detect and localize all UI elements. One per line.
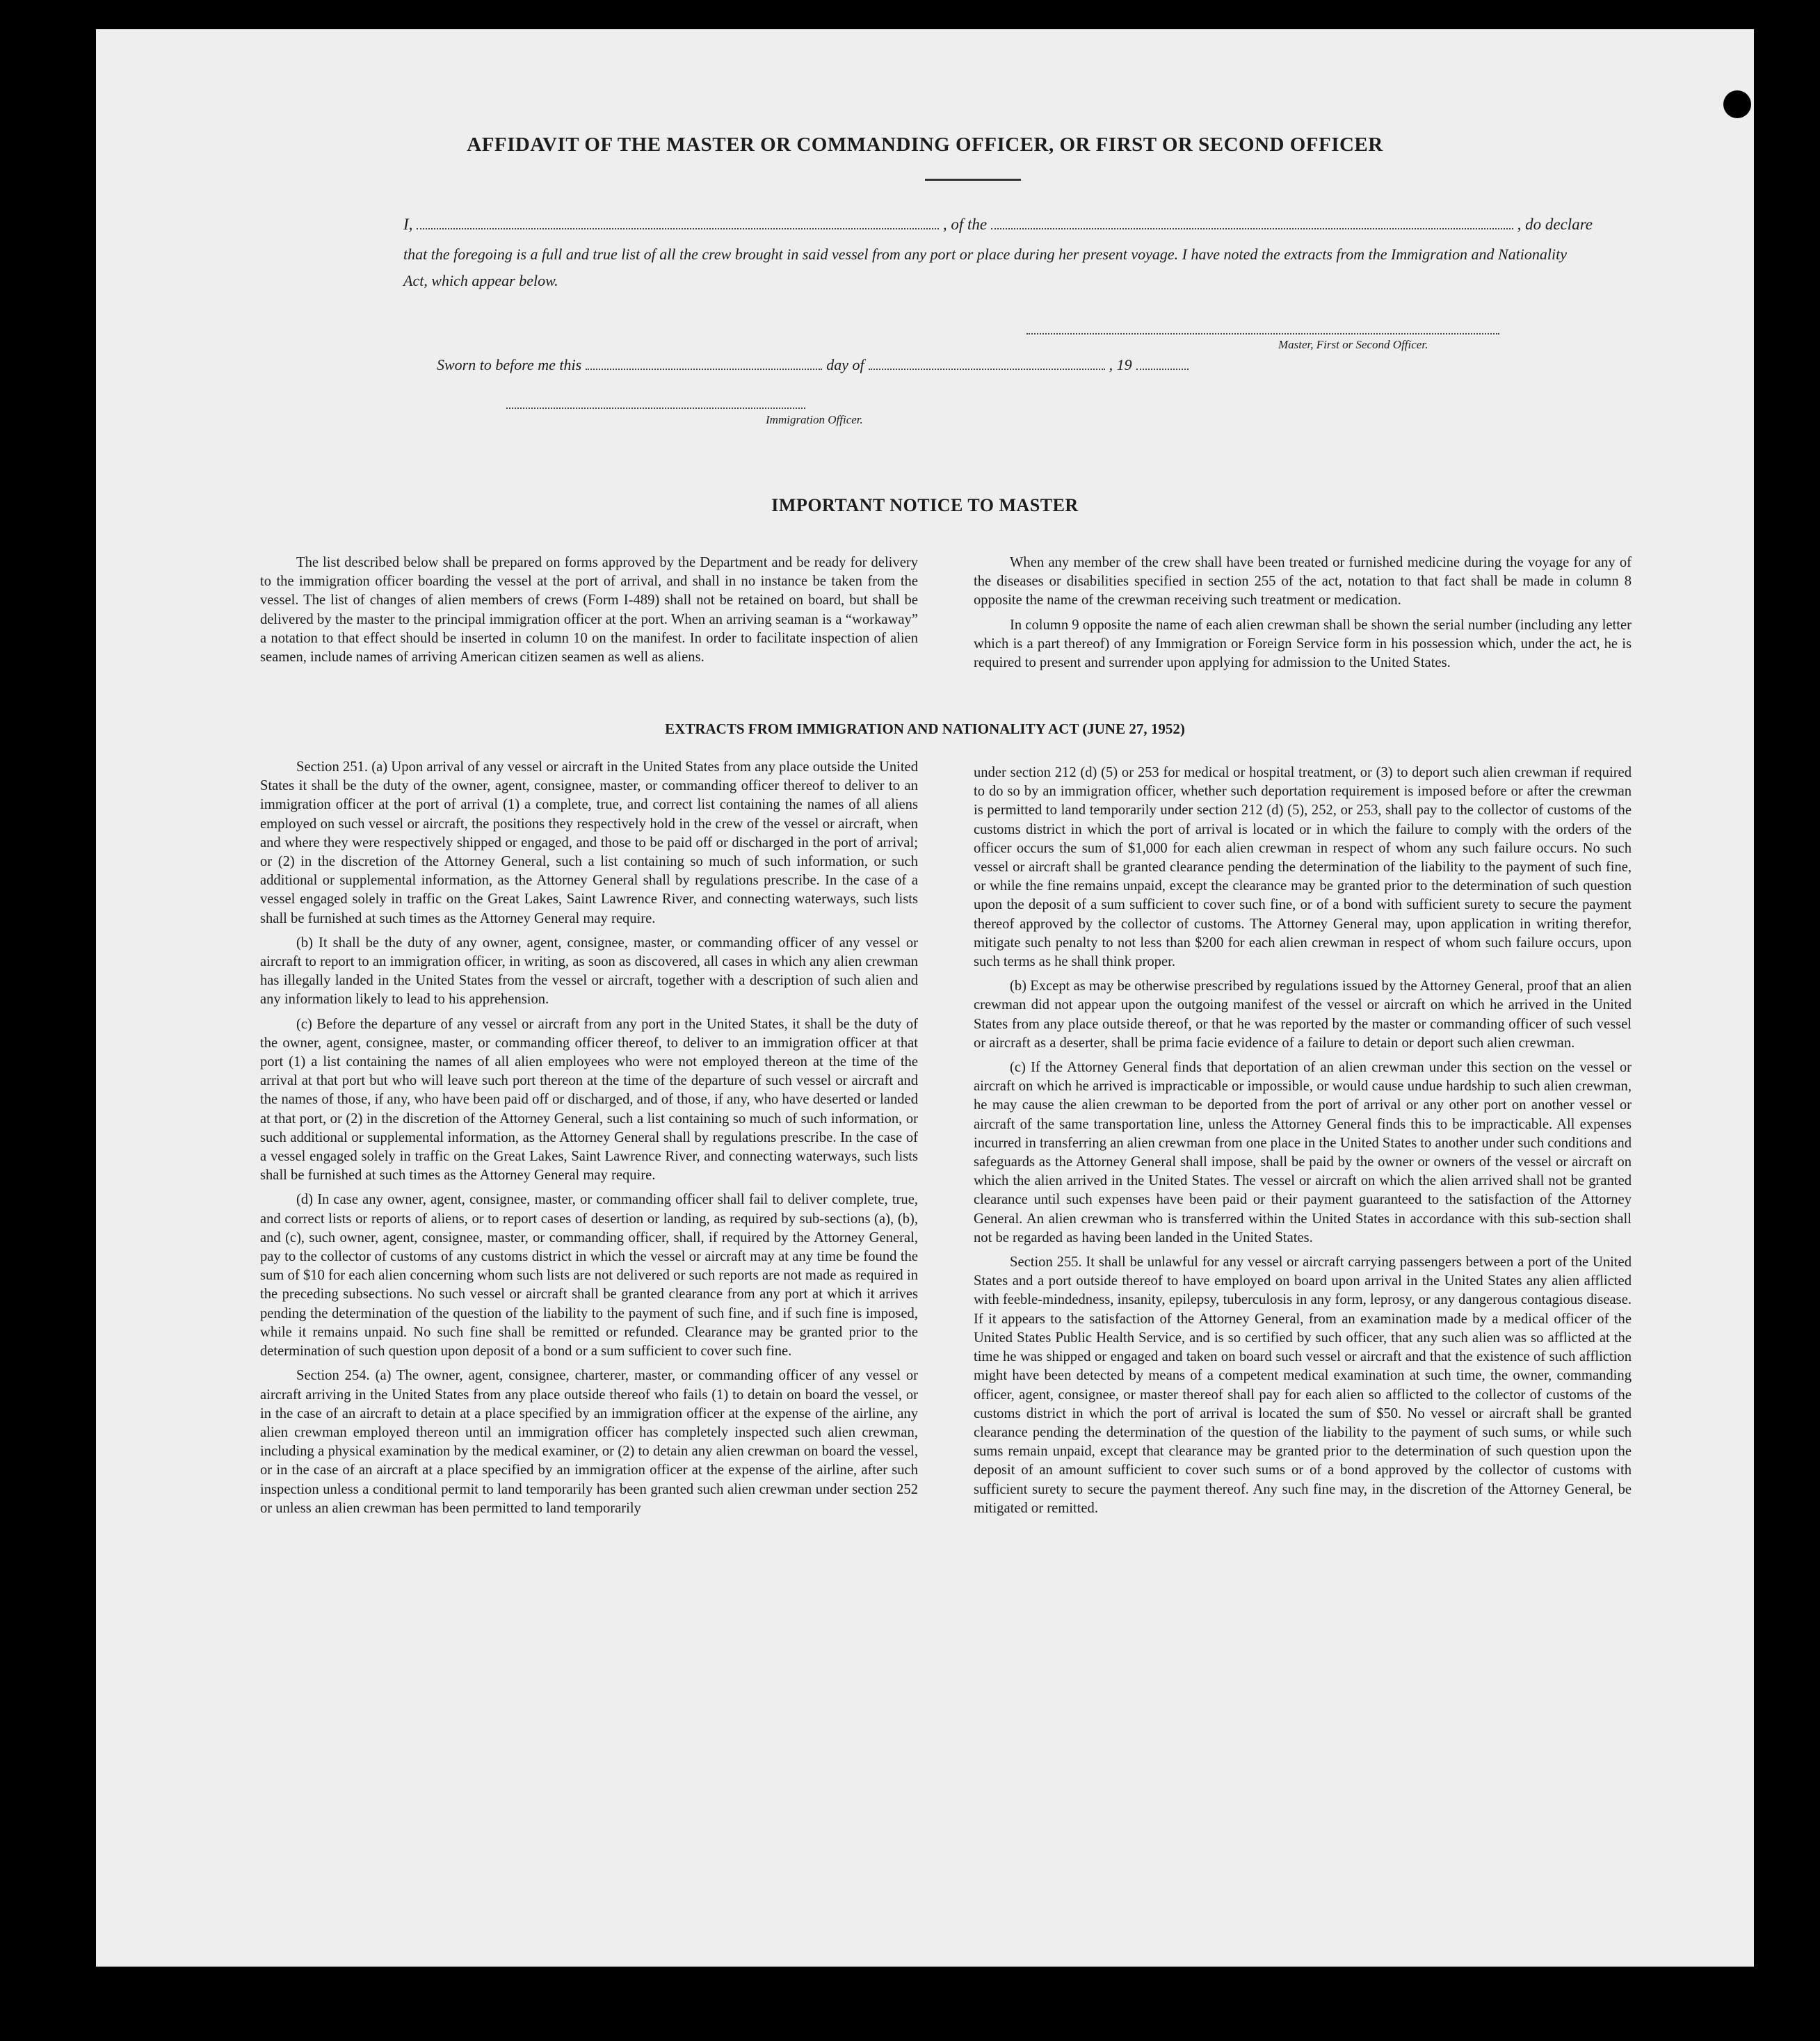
extract-paragraph: (c) Before the departure of any vessel or aircraft from any port in the United States, it shall be the duty of the owner, agent, consignee, master, or commanding officer thereof, to deliver to an immigration officer at that port (1) a list containing the names of all alien employees who were not employed thereon at the time of the arrival at that port but who will leave such port thereon at the time of the departure of such vessel or aircraft and the names of those, if any, who have been paid off or discharged, and of those, if any, who have deserted or landed at that port, or (2) in the discretion of the Attorney General, such a list containing so much of such information, or such additional or supplemental information, as the Attorney General shall by regulations prescribe. In the case of a vessel engaged solely in traffic on the Great Lakes, Saint Lawrence River, and connecting waterways, such lists shall be furnished at such times as the Attorney General may require. (260, 1016, 918, 1184)
punch-hole (1800, 299, 1820, 330)
notice-right-column (974, 554, 1632, 678)
punch-hole (1800, 693, 1820, 724)
notice-paragraph: When any member of the crew shall have been treated or furnished medicine during the voyage for any of the diseases or disabilities specified in section 255 of the act, notation to that fact shall be made in column 8 opposite the name of the crewman receiving such treatment or medication. (974, 555, 1632, 608)
notice-title: IMPORTANT NOTICE TO MASTER (771, 495, 1079, 515)
document-page (96, 29, 1754, 1967)
extract-paragraph: (b) It shall be the duty of any owner, agent, consignee, master, or commanding officer of any vessel or aircraft to report to an immigration officer, in writing, as soon as discovered, all cases in which any alien crewman has illegally landed in the United States from the vessel or aircraft, together with a description of such alien and any information likely to lead to his apprehension. (260, 935, 918, 1008)
affidavit-declaration-line (403, 216, 1593, 234)
extract-paragraph: Section 255. It shall be unlawful for any vessel or aircraft carrying passengers between a port of the United States and a port outside thereof to have employed on board upon arrival in the United States any alien afflicted with feeble-mindedness, insanity, epilepsy, tuberculosis in any form, leprosy, or any dangerous contagious disease. If it appears to the satisfaction of the Attorney General, from an examination made by a medical officer of the United States Public Health Service, and is so certified by such officer, that any such alien was so afflicted at the time he was shipped or engaged and taken on board such vessel or aircraft and that the existence of such affliction might have been detected by means of a competent medical examination at such time, the owner, commanding officer, agent, consignee, or master thereof shall pay for each alien so afflicted to the collector of customs of the customs district in which the port of arrival is located the sum of $50. No vessel or aircraft shall be granted clearance pending the determination of the question of the liability to the payment of such sums, or while such sums remain unpaid, except that clearance may be granted prior to the determination of such question upon the deposit of an amount sufficient to cover such sums or of a bond approved by the collector of customs with sufficient surety to secure the payment thereof. Any such fine may, in the discretion of the Attorney General, be mitigated or remitted. (974, 1255, 1632, 1516)
punch-hole (1778, 1382, 1808, 1412)
extract-paragraph: (c) If the Attorney General finds that deportation of an alien crewman under this section on the vessel or aircraft on which he arrived is impracticable or impossible, or would cause undue hardship to such alien crewman, he may cause the alien crewman to be deported from the port of arrival or any other port on another vessel or aircraft of the same transportation line, unless the Attorney General finds this to be impracticable. All expenses incurred in transferring an alien crewman from one place in the United States to another under such conditions and safeguards as the Attorney General shall impose, shall be paid by the owner or owners of the vessel or aircraft on which the alien arrived in the United States. The vessel or aircraft on which the alien arrived shall not be granted clearance until such expenses have been paid or their payment guaranteed to the satisfaction of the Attorney General. An alien crewman who is transferred within the United States in accordance with this sub-section shall not be regarded as having been landed in the United States. (974, 1060, 1632, 1245)
signature-label: Master, First or Second Officer. (1278, 338, 1428, 351)
immigration-officer-line (506, 406, 805, 409)
sworn-month-blank (869, 369, 1105, 370)
extract-paragraph: Section 251. (a) Upon arrival of any vessel or aircraft in the United States from any place outside the United States it shall be the duty of the owner, agent, consignee, master, or commanding officer thereof to deliver to an immigration officer at the port of arrival (1) a complete, true, and correct list containing the names of all aliens employed on such vessel or aircraft, the positions they respectively hold in the crew of the vessel or aircraft, when and where they were respectively shipped or engaged, and those to be paid off or discharged in the port of arrival; or (2) in the discretion of the Attorney General, such a list containing so much of such information, or such additional or supplemental information, as the Attorney General shall by regulations prescribe. In the case of a vessel engaged solely in traffic on the Great Lakes, Saint Lawrence River, and connecting waterways, such lists shall be furnished at such times as the Attorney General may require. (260, 759, 918, 926)
vessel-blank (991, 228, 1513, 229)
notice-paragraph: In column 9 opposite the name of each alien crewman shall be shown the serial number (including any letter which is a part thereof) of any Immigration or Foreign Service form in his possession which, under the act, he is required to present and surrender upon applying for admission to the United States. (974, 617, 1632, 671)
punch-hole (1778, 1281, 1808, 1312)
punch-hole (1723, 90, 1751, 118)
affidavit-of-the-label: , of the (942, 216, 988, 233)
extracts-right-column (974, 764, 1632, 1524)
punch-hole (1778, 1778, 1808, 1809)
punch-hole (1800, 592, 1820, 623)
affidavit-declare-label: , do declare (1517, 216, 1593, 233)
sworn-day-blank (586, 369, 822, 370)
sworn-year-blank (1136, 369, 1189, 370)
notice-paragraph: The list described below shall be prepared on forms approved by the Department and be ready for delivery to the immigration officer boarding the vessel at the port of arrival, and shall in no instance be taken from the vessel. The list of changes of alien members of crews (Form I-489) shall not be retained on board, but shall be delivered by the master to the principal immigration officer at the port. When an arriving seaman is a “workaway” a notation to that effect should be inserted in column 10 on the manifest. In order to facilitate inspection of alien seamen, include names of arriving American citizen seamen as well as aliens. (260, 555, 918, 665)
signature-line (1026, 332, 1499, 334)
extracts-title: EXTRACTS FROM IMMIGRATION AND NATIONALITY ACT (JUNE 27, 1952) (665, 720, 1185, 737)
title-divider (925, 179, 1021, 181)
punch-hole (1778, 1681, 1808, 1711)
affidavit-title: AFFIDAVIT OF THE MASTER OR COMMANDING OFFICER, OR FIRST OR SECOND OFFICER (467, 134, 1383, 156)
extracts-left-column (260, 758, 918, 1524)
extract-paragraph: under section 212 (d) (5) or 253 for medical or hospital treatment, or (3) to deport such alien crewman if required to do so by an immigration officer, whether such deportation requirement is imposed before or after the crewman is permitted to land temporarily under section 212 (d) (5), 252, or 253, shall pay to the collector of customs of the customs district in which the port of arrival is located or in which the failure to comply with the orders of the officer occurs the sum of $1,000 for each alien crewman in respect of whom any such failure occurs. No such vessel or aircraft shall be granted clearance pending the determination of the liability to the payment of such fine, or while the fine remains unpaid, except the clearance may be granted prior to the determination of such question upon the deposit of a sum sufficient to cover such fine, or of a bond with sufficient surety to secure the payment thereof approved by the collector of customs. The Attorney General may, upon application in writing therefor, mitigate such penalty to not less than $200 for each alien crewman in respect of whom such failure occurs, upon such terms as he shall think proper. (974, 765, 1632, 970)
sworn-line (437, 356, 1320, 374)
extract-paragraph: (b) Except as may be otherwise prescribed by regulations issued by the Attorney General, proof that an alien crewman did not appear upon the outgoing manifest of the vessel or aircraft on which he arrived in the United States from any place outside thereof, or that he was reported by the master or commanding officer of such vessel or aircraft as a deserter, shall be prima facie evidence of a failure to detain or deport such alien crewman. (974, 978, 1632, 1051)
extract-paragraph: Section 254. (a) The owner, agent, consignee, charterer, master, or commanding officer of any vessel or aircraft arriving in the United States from any place outside thereof who fails (1) to detain on board the vessel, or in the case of an aircraft to detain at a place specified by an immigration officer at the expense of the airline, any alien crewman employed thereon until an immigration officer has completely inspected such alien crewman, including a physical examination by the medical examiner, or (2) to detain any alien crewman on board the vessel, or in the case of an aircraft at a place specified by an immigration officer at the expense of the airline, after such inspection unless a conditional permit to land temporarily has been granted such alien crewman under section 252 or unless an alien crewman has been permitted to land temporarily (260, 1368, 918, 1516)
affidavit-i-label: I, (403, 216, 413, 233)
sworn-day-label: day of (826, 356, 864, 373)
extract-paragraph: (d) In case any owner, agent, consignee, master, or commanding officer shall fail to deliver complete, true, and correct lists or reports of aliens, or to report cases of desertion or landing, as required by sub-sections (a), (b), and (c), such owner, agent, consignee, master, or commanding officer, shall, if required by the Attorney General, pay to the collector of customs of any customs district in which the vessel or aircraft may at any time be found the sum of $10 for each alien concerning whom such lists are not delivered or such reports are not made as required in the preceding subsections. No such vessel or aircraft shall be granted clearance from any port at which it arrives pending the determination of the question of the liability to the payment of such fine, and if such fine is imposed, while it remains unpaid. No such fine shall be remitted or refunded. Clearance may be granted prior to the determination of such question upon deposit of a bond or a sum sufficient to cover such fine. (260, 1192, 918, 1360)
sworn-year-label: , 19 (1109, 356, 1132, 373)
sworn-prefix: Sworn to before me this (437, 356, 582, 373)
immigration-officer-label: Immigration Officer. (766, 413, 863, 426)
name-blank (417, 228, 938, 229)
affidavit-statement: that the foregoing is a full and true list of all the crew brought in said vessel from any port or place during her present voyage. I have noted the extracts from the Immigration and Nationality Act, which appear below. (403, 245, 1568, 289)
notice-left-column (260, 554, 918, 672)
punch-hole (1808, 196, 1820, 227)
